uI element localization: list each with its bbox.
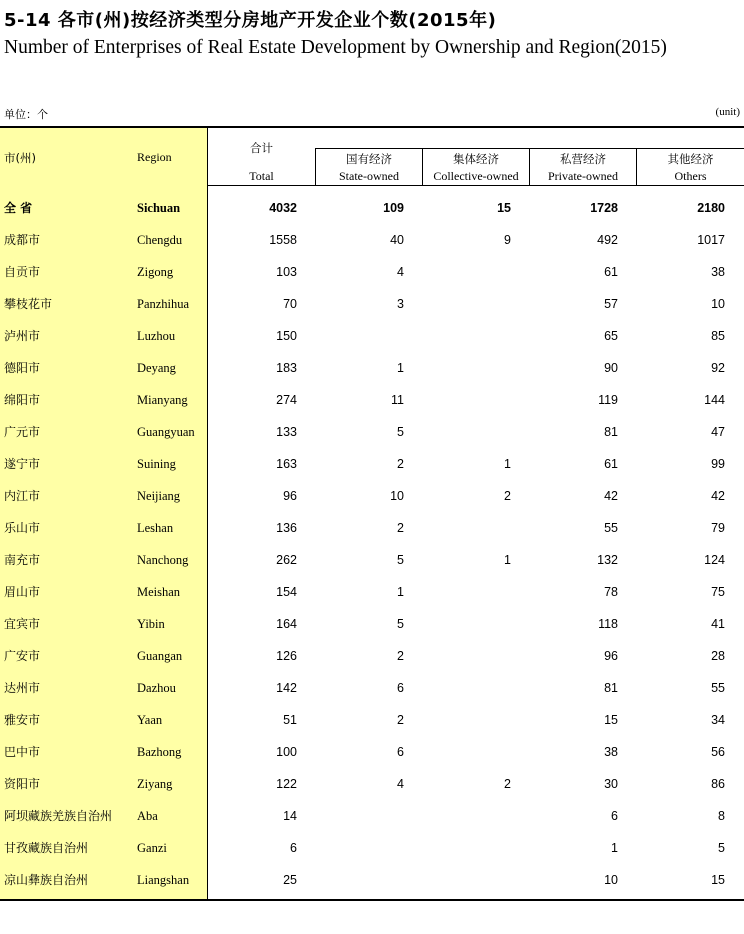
region-name-en: Ganzi	[137, 841, 167, 855]
header-total-cn: 合计	[250, 141, 273, 155]
total-value: 274	[276, 393, 297, 407]
collective-owned-value	[431, 608, 511, 640]
private-owned-value: 15	[604, 713, 618, 727]
private-owned-value: 1	[611, 841, 618, 855]
private-owned-value: 81	[604, 681, 618, 695]
others-value: 15	[711, 873, 725, 887]
collective-owned-value	[431, 576, 511, 608]
private-owned-value: 492	[597, 233, 618, 247]
total-value: 96	[283, 489, 297, 503]
region-name-cn: 成都市	[4, 233, 41, 247]
region-name-en: Yibin	[137, 617, 165, 631]
table-row	[0, 256, 744, 288]
region-name-en: Guangan	[137, 649, 183, 663]
collective-owned-value	[431, 352, 511, 384]
total-value: 122	[276, 777, 297, 791]
header-private-cn: 私营经济	[560, 152, 606, 166]
region-name-cn: 广元市	[4, 425, 41, 439]
state-owned-value: 11	[391, 393, 404, 407]
table-row	[0, 864, 744, 896]
private-owned-value: 38	[604, 745, 618, 759]
collective-owned-value	[431, 672, 511, 704]
collective-owned-value	[431, 288, 511, 320]
region-name-cn: 达州市	[4, 681, 41, 695]
header-region-cn: 市(州)	[4, 151, 36, 165]
private-owned-value: 119	[598, 393, 618, 407]
region-name-en: Dazhou	[137, 681, 176, 695]
state-owned-value: 2	[397, 649, 404, 663]
table-row-province-total	[0, 192, 744, 224]
total-value: 183	[276, 361, 297, 375]
region-name-cn: 眉山市	[4, 585, 41, 599]
private-owned-value: 96	[604, 649, 618, 663]
header-others-en: Others	[674, 169, 707, 183]
private-owned-value: 6	[611, 809, 618, 823]
others-value: 92	[711, 361, 725, 375]
header-collective-en: Collective-owned	[433, 169, 519, 183]
others-value: 85	[711, 329, 725, 343]
others-value: 99	[711, 457, 725, 471]
others-value: 56	[711, 745, 725, 759]
unit-label-en: (unit)	[715, 106, 740, 118]
region-name-en: Suining	[137, 457, 176, 471]
state-owned-value: 1	[397, 361, 404, 375]
table-row	[0, 640, 744, 672]
others-value: 5	[718, 841, 725, 855]
private-owned-value: 65	[604, 329, 618, 343]
table-row	[0, 384, 744, 416]
region-name-cn: 乐山市	[4, 521, 41, 535]
state-owned-value	[324, 832, 404, 864]
total-value: 100	[276, 745, 297, 759]
table-row	[0, 224, 744, 256]
table-row	[0, 448, 744, 480]
header-region-en: Region	[137, 150, 172, 164]
private-owned-value: 132	[597, 553, 618, 567]
header-state-cn: 国有经济	[346, 152, 392, 166]
collective-owned-value	[431, 864, 511, 896]
header-bottom-line	[208, 185, 744, 186]
table-row	[0, 512, 744, 544]
others-value: 47	[711, 425, 725, 439]
total-value: 136	[276, 521, 297, 535]
table-row	[0, 800, 744, 832]
total-value: 163	[276, 457, 297, 471]
state-owned-value: 4	[397, 265, 404, 279]
state-owned-value: 5	[397, 553, 404, 567]
state-owned-value: 10	[390, 489, 404, 503]
region-name-en: Ziyang	[137, 777, 173, 791]
total-value: 150	[276, 329, 297, 343]
total-value: 51	[283, 713, 297, 727]
total-value: 133	[276, 425, 297, 439]
others-value: 1017	[697, 233, 725, 247]
collective-owned-value	[431, 416, 511, 448]
others-value: 41	[711, 617, 725, 631]
header-total-en: Total	[249, 169, 274, 183]
region-name-cn: 资阳市	[4, 777, 41, 791]
region-name-cn: 雅安市	[4, 713, 41, 727]
others-value: 34	[711, 713, 725, 727]
table-row	[0, 480, 744, 512]
region-name-cn: 宜宾市	[4, 617, 41, 631]
table-row	[0, 416, 744, 448]
region-name-en: Liangshan	[137, 873, 190, 887]
region-name-cn: 甘孜藏族自治州	[4, 841, 89, 855]
region-name-en: Nanchong	[137, 553, 189, 567]
private-owned-value: 61	[604, 457, 618, 471]
table-row	[0, 608, 744, 640]
others-value: 124	[704, 553, 725, 567]
private-owned-value: 118	[598, 617, 618, 631]
region-name-cn: 遂宁市	[4, 457, 41, 471]
region-name-cn: 广安市	[4, 649, 41, 663]
others-value: 79	[711, 521, 725, 535]
others-value: 86	[711, 777, 725, 791]
region-name-cn: 泸州市	[4, 329, 41, 343]
others-value: 55	[711, 681, 725, 695]
region-name-cn: 攀枝花市	[4, 297, 53, 311]
collective-owned-value: 2	[504, 489, 511, 503]
total-value: 164	[276, 617, 297, 631]
private-owned-value: 57	[604, 297, 618, 311]
others-value: 10	[711, 297, 725, 311]
region-name-en: Neijiang	[137, 489, 181, 503]
state-owned-value: 5	[397, 425, 404, 439]
collective-owned-value	[431, 800, 511, 832]
table-row	[0, 576, 744, 608]
total-value: 126	[276, 649, 297, 663]
others-value: 144	[704, 393, 725, 407]
total-value: 14	[283, 809, 297, 823]
region-name-en: Aba	[137, 809, 158, 823]
table-bottom-rule	[0, 899, 744, 901]
table-top-rule	[0, 126, 744, 128]
region-name-en: Bazhong	[137, 745, 182, 759]
region-name-cn: 德阳市	[4, 361, 41, 375]
collective-owned-value	[431, 704, 511, 736]
private-owned-value: 1728	[590, 201, 618, 215]
others-value: 42	[711, 489, 725, 503]
state-owned-value: 2	[397, 521, 404, 535]
others-value: 28	[711, 649, 725, 663]
total-value: 6	[290, 841, 297, 855]
table-row	[0, 832, 744, 864]
state-owned-value: 6	[397, 681, 404, 695]
header-private-en: Private-owned	[548, 169, 618, 183]
collective-owned-value	[431, 256, 511, 288]
private-owned-value: 78	[604, 585, 618, 599]
table-title-en: Number of Enterprises of Real Estate Development by Ownership and Region(2015)	[4, 37, 667, 58]
region-name-cn: 绵阳市	[4, 393, 41, 407]
table-row	[0, 288, 744, 320]
state-owned-value: 1	[397, 585, 404, 599]
table-title-cn: 5-14 各市(州)按经济类型分房地产开发企业个数(2015年)	[4, 10, 497, 31]
region-name-en: Yaan	[137, 713, 163, 727]
table-row	[0, 544, 744, 576]
total-value: 25	[283, 873, 297, 887]
state-owned-value: 109	[383, 201, 404, 215]
table-row	[0, 672, 744, 704]
collective-owned-value	[431, 832, 511, 864]
region-name-en: Sichuan	[137, 201, 181, 215]
collective-owned-value: 2	[504, 777, 511, 791]
header-state-en: State-owned	[339, 169, 399, 183]
collective-owned-value	[431, 640, 511, 672]
region-name-cn: 自贡市	[4, 265, 41, 279]
state-owned-value	[324, 320, 404, 352]
others-value: 38	[711, 265, 725, 279]
state-owned-value: 40	[390, 233, 404, 247]
region-name-en: Meishan	[137, 585, 181, 599]
region-name-en: Deyang	[137, 361, 176, 375]
private-owned-value: 55	[604, 521, 618, 535]
region-name-en: Leshan	[137, 521, 174, 535]
region-name-en: Guangyuan	[137, 425, 195, 439]
collective-owned-value: 1	[504, 553, 511, 567]
table-row	[0, 320, 744, 352]
total-value: 1558	[269, 233, 297, 247]
total-value: 142	[276, 681, 297, 695]
table-row	[0, 768, 744, 800]
others-value: 75	[711, 585, 725, 599]
state-owned-value: 6	[397, 745, 404, 759]
private-owned-value: 42	[604, 489, 618, 503]
state-owned-value	[324, 800, 404, 832]
state-owned-value	[324, 864, 404, 896]
header-others-cn: 其他经济	[667, 152, 714, 166]
header-collective-cn: 集体经济	[453, 152, 499, 166]
region-name-cn: 内江市	[4, 489, 41, 503]
region-name-en: Chengdu	[137, 233, 183, 247]
table-row	[0, 352, 744, 384]
collective-owned-value	[431, 384, 511, 416]
region-name-cn: 凉山彝族自治州	[4, 873, 89, 887]
collective-owned-value	[431, 320, 511, 352]
private-owned-value: 61	[604, 265, 618, 279]
collective-owned-value: 9	[504, 233, 511, 247]
collective-owned-value	[431, 736, 511, 768]
table-row	[0, 736, 744, 768]
collective-owned-value	[431, 512, 511, 544]
total-value: 103	[276, 265, 297, 279]
state-owned-value: 4	[397, 777, 404, 791]
others-value: 2180	[697, 201, 725, 215]
region-name-en: Luzhou	[137, 329, 176, 343]
state-owned-value: 3	[397, 297, 404, 311]
unit-label-cn: 单位：个	[4, 108, 48, 121]
others-value: 8	[718, 809, 725, 823]
table-row	[0, 704, 744, 736]
region-name-en: Panzhihua	[137, 297, 190, 311]
private-owned-value: 81	[604, 425, 618, 439]
region-name-cn: 巴中市	[4, 745, 41, 759]
total-value: 154	[276, 585, 297, 599]
region-name-en: Zigong	[137, 265, 174, 279]
total-value: 262	[276, 553, 297, 567]
total-value: 70	[283, 297, 297, 311]
region-name-cn: 南充市	[4, 553, 41, 567]
region-name-cn: 阿坝藏族羌族自治州	[4, 809, 113, 823]
state-owned-value: 2	[397, 713, 404, 727]
state-owned-value: 2	[397, 457, 404, 471]
private-owned-value: 30	[604, 777, 618, 791]
total-value: 4032	[269, 201, 297, 215]
collective-owned-value: 1	[504, 457, 511, 471]
private-owned-value: 10	[604, 873, 618, 887]
region-name-cn: 全 省	[4, 201, 33, 215]
region-name-en: Mianyang	[137, 393, 188, 407]
collective-owned-value: 15	[497, 201, 511, 215]
state-owned-value: 5	[397, 617, 404, 631]
private-owned-value: 90	[604, 361, 618, 375]
